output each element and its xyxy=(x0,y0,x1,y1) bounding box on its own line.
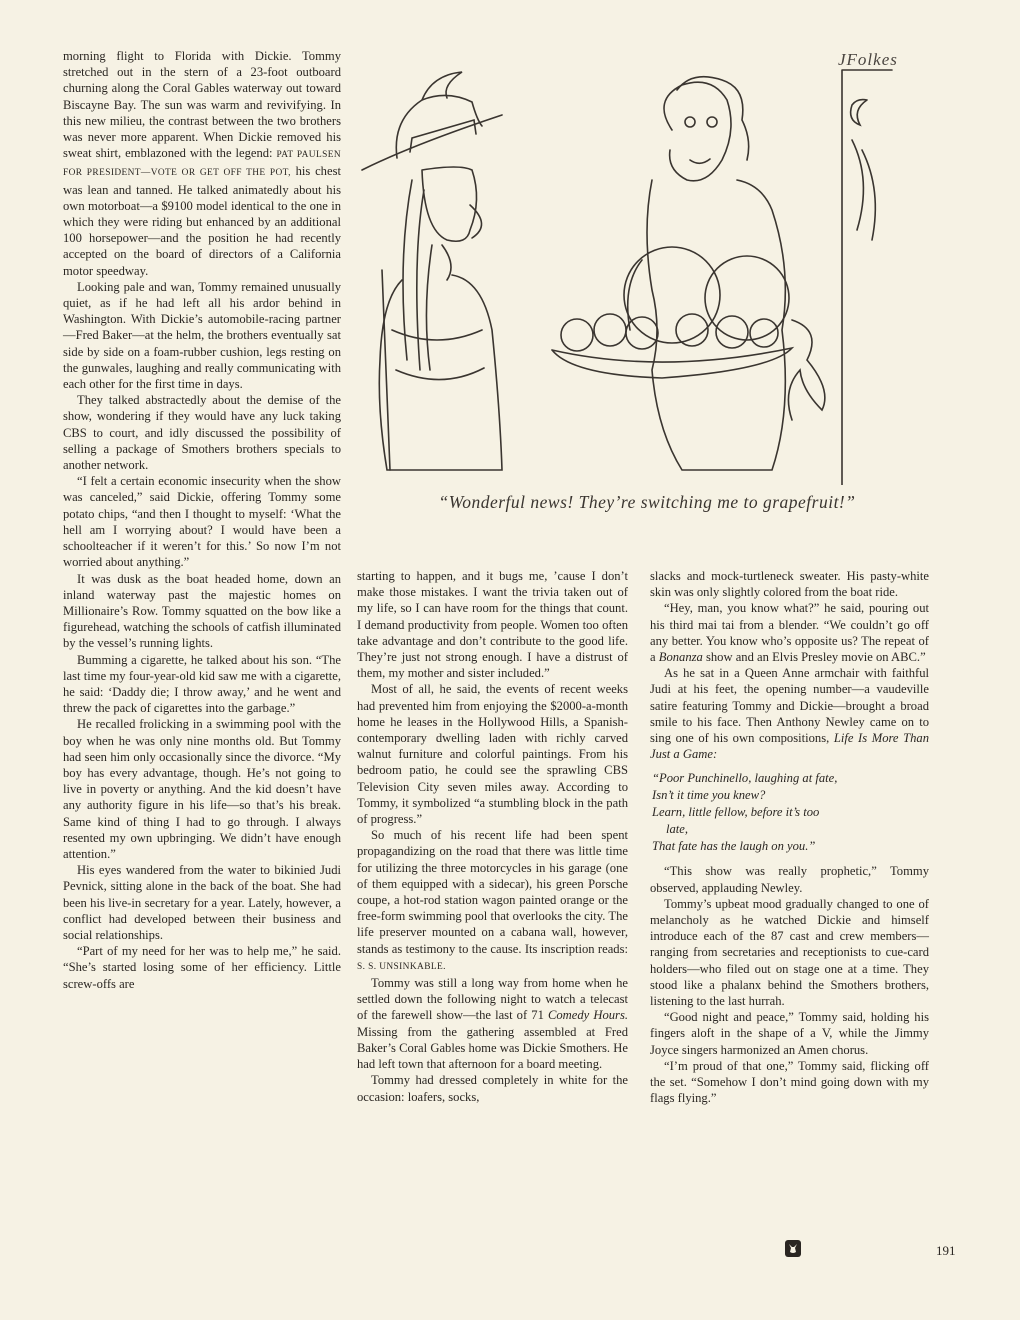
pilgrim-beard xyxy=(442,245,451,280)
paragraph: His eyes wandered from the water to bikinied Judi Pevnick, sitting alone in the back of the boat. She had been his live-in secretary for a year. Lately, however, a conflict had developed between their business and social relationships. xyxy=(63,863,341,942)
article-column-2 xyxy=(357,568,628,1105)
artist-signature: JFolkes xyxy=(838,50,898,69)
grapefruit xyxy=(561,319,593,351)
apron-bow xyxy=(788,320,824,420)
lyric-line: Isn’t it time you knew? xyxy=(652,788,766,803)
paragraph: Tommy had dressed completely in white for the occasion: loafers, socks, xyxy=(357,1073,628,1104)
fruit-tray xyxy=(552,348,792,378)
paragraph: “Hey, man, you know what?” he said, pouring out his third mai tai from a blender. “We couldn’t go off any better. You know who’s opposite us? The repeat of a Bonanza show and an Elvis Presley movie on ABC.” xyxy=(650,601,929,665)
woman-smile xyxy=(690,159,710,163)
paragraph: “Part of my need for her was to help me,” he said. “She’s started losing some of her efficiency. Little screw-offs are xyxy=(63,944,341,991)
paragraph: It was dusk as the boat headed home, down an inland waterway past the majestic homes on Millionaire’s Row. Tommy squatted on the bow like a figurehead, watching the schools of catfish illuminated by the vessel’s running lights. xyxy=(63,571,341,651)
door-figures xyxy=(852,140,875,240)
paragraph: morning flight to Florida with Dickie. Tommy stretched out in the stern of a 23-foot outboard churning along the Coral Gables waterway out toward Biscayne Bay. The sun was warm and revivifying. In this new milieu, the contrast between the two brothers was never more apparent. When Dickie removed his sweat shirt, emblazoned with the legend: PAT PAULSEN FOR PRESIDENT—VOTE OR GET OFF THE POT, his chest was lean and tanned. He talked animatedly about his own motorboat—a $9100 model identical to the one in which they were riding but enhanced by an additional 100 horsepower—and the position he had recently accepted on the board of directors of a California motor speedway. xyxy=(63,49,341,278)
paragraph: Tommy was still a long way from home when he settled down the following night to watch a telecast of the farewell show—the last of 71 Comedy Hours. Missing from the gathering assembled at Fred Baker’s Coral Gables home was Dickie Smothers. He had left town that afternoon for a board meeting. xyxy=(357,976,628,1072)
paragraph: “I felt a certain economic insecurity when the show was canceled,” said Dickie, offering Tommy some potato chips, “and then I thought to myself: ‘What the hell am I worrying about? I would have been a schoolteacher if it weren’t for this.’ So now I’m not worried about anything.” xyxy=(63,474,341,570)
woman-body xyxy=(647,180,785,470)
lyric-line: “Poor Punchinello, laughing at fate, xyxy=(652,771,838,786)
paragraph: slacks and mock-turtleneck sweater. His pasty-white skin was only slightly colored from the boat ride. xyxy=(650,569,929,600)
paragraph: “Good night and peace,” Tommy said, holding his fingers aloft in the shape of a V, while the Jimmy Joyce singers harmonized an Amen chorus. xyxy=(650,1010,929,1057)
paragraph: So much of his recent life had been spent propagandizing on the road that there was little time for utilizing the three motorcycles in his garage (one of them equipped with a sidecar), his green Porsche coupe, a hot-rod station wagon painted orange or the free-form swimming pool that overlooks the city. The life preserver mounted on a cabana wall, however, stands as testimony to the cause. Its inscription reads: S. S. UNSINKABLE. xyxy=(357,828,628,972)
pilgrim-hair xyxy=(403,180,432,370)
article-column-3 xyxy=(650,568,929,1106)
cartoon-illustration xyxy=(352,30,942,485)
woman-face xyxy=(664,82,731,181)
lyric-line: Learn, little fellow, before it’s too xyxy=(652,805,820,820)
woman-eye xyxy=(707,117,717,127)
grapefruit xyxy=(676,314,708,346)
door-frame xyxy=(842,70,892,485)
grapefruit xyxy=(716,316,748,348)
paragraph: Tommy’s upbeat mood gradually changed to one of melancholy as he watched Dickie and himself introduce each of the 87 cast and crew members—ranging from secretaries and receptionists to cue-card holders—who filed out on stage one at a time. They stood like a phalanx behind the Smothers brothers, listening to the last hurrah. xyxy=(650,896,929,1009)
lyric-line: late, xyxy=(666,822,689,837)
rabbit-head-icon xyxy=(785,1240,801,1257)
moon xyxy=(851,100,867,125)
page-number: 191 xyxy=(936,1243,956,1258)
cartoon-caption: “Wonderful news! They’re switching me to grapefruit!” xyxy=(438,492,856,512)
paragraph: Looking pale and wan, Tommy remained unusually quiet, as if he had left all his ardor behind in Washington. With Dickie’s automobile-racing partner —Fred Baker—at the helm, the brothers eventually sat side by side on a foam-rubber cushion, legs resting on the gunwales, laughing and really communicating with each other for the first time in days. xyxy=(63,279,341,392)
pilgrim-cloak xyxy=(379,275,502,470)
paragraph: “This show was really prophetic,” Tommy observed, applauding Newley. xyxy=(650,864,929,895)
cartoon-drawing xyxy=(352,30,942,485)
pilgrim-face xyxy=(422,167,477,241)
paragraph: Bumming a cigarette, he talked about his son. “The last time my four-year-old kid saw me with a cigarette, he said: ‘Daddy die; I throw away,’ and he went and threw the pack of cigarettes into the garbage.” xyxy=(63,652,341,716)
grapefruit xyxy=(750,319,778,347)
paragraph: He recalled frolicking in a swimming pool with the boy when he was only nine months old. But Tommy had seen him only occasionally since the divorce. “My boy has every advantage, though. He’s not going to live in poverty or anything. And the kid doesn’t have any authority figure in his life—so that’s his break. Same kind of thing I had to go through. I always resented my own upbringing. We didn’t have enough attention.” xyxy=(63,717,341,861)
paragraph: Most of all, he said, the events of recent weeks had prevented him from enjoying the $2000-a-month home he leases in the Hollywood Hills, a Spanish-contemporary dwelling laden with richly carved walnut furniture and colorful paintings. From his bedroom patio, he could see the sprawling CBS Television City seven miles away. According to Tommy, it symbolized “a stumbling block in the path of progress.” xyxy=(357,682,628,827)
woman-eye xyxy=(685,117,695,127)
song-lyrics xyxy=(652,770,929,855)
paragraph: As he sat in a Queen Anne armchair with faithful Judi at his feet, the opening number—a vaudeville satire featuring Tommy and Dickie—brought a broad smile to his face. Then Anthony Newley came on to sing one of his own compositions, Life Is More Than Just a Game: xyxy=(650,666,929,762)
grapefruit xyxy=(594,314,626,346)
pilgrim-nose xyxy=(470,205,482,238)
article-column-1 xyxy=(63,48,341,992)
paragraph: starting to happen, and it bugs me, ’cause I don’t make those mistakes. I want the trivia taken out of my life, so I can have room for the things that count. I demand productivity from people. Women too often take advantage and don’t contribute to the good life. They’re just not strong enough. I have a distrust of them, my mother and sister included.” xyxy=(357,569,628,681)
paragraph: They talked abstractedly about the demise of the show, wondering if they would have any luck taking CBS to court, and idly discussed the possibility of selling a package of Smothers brothers specials to another network. xyxy=(63,393,341,473)
paragraph: “I’m proud of that one,” Tommy said, flicking off the set. “Somehow I don’t mind going down with my flags flying.” xyxy=(650,1058,929,1106)
lyric-line: That fate has the laugh on you.” xyxy=(652,839,816,854)
